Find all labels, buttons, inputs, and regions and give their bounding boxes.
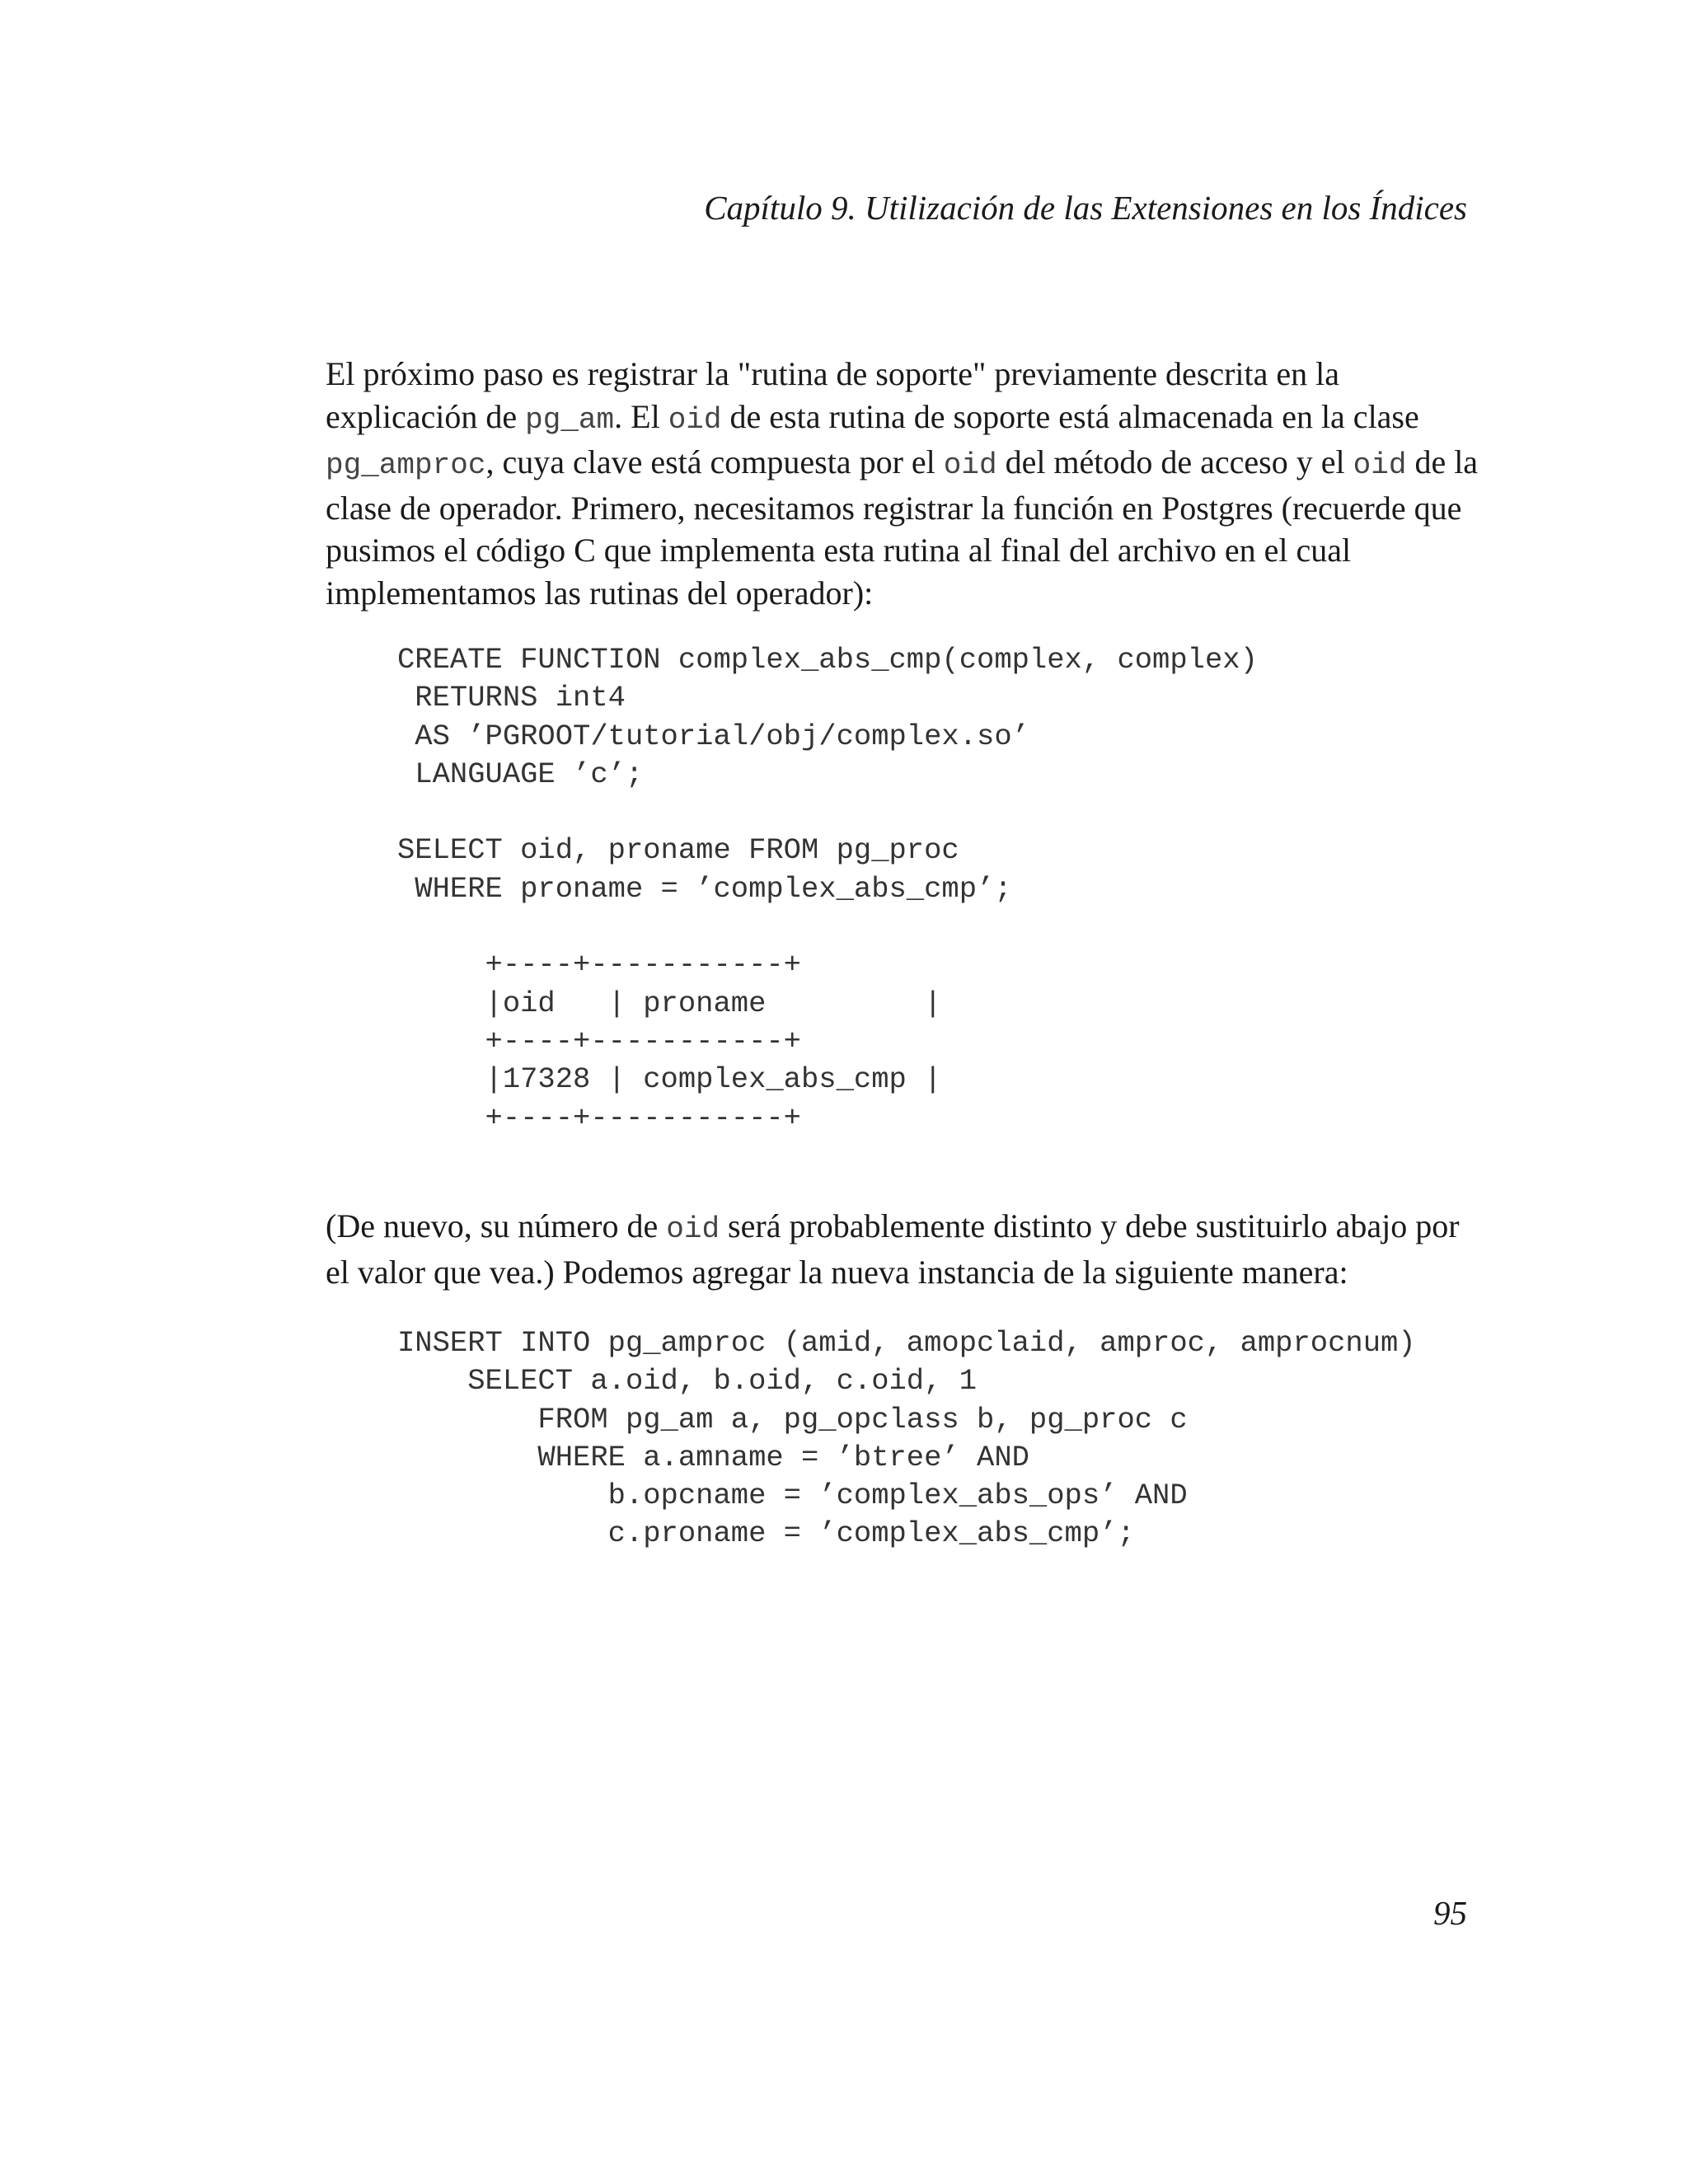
paragraph-line: [326, 1205, 1479, 1251]
code-block-create-function: CREATE FUNCTION complex_abs_cmp(complex, complex) RETURNS int4 AS ’PGROOT/tutorial/obj/complex.so’ LANGUAGE ’c’; SELECT oid, proname FROM pg_proc WHERE proname = ’complex_abs_cmp’; +----+-----------+ |oid | proname | +----+-----------+ |17328 | complex_abs_cmp | +----+-----------+: [397, 643, 1258, 1135]
body-paragraph-2: [326, 1205, 1479, 1293]
text-span: de esta rutina de soporte está almacenada en la clase: [721, 397, 1419, 435]
text-span: explicación de: [326, 397, 526, 435]
inline-code: pg_amproc: [326, 448, 486, 482]
inline-code: oid: [668, 402, 722, 437]
paragraph-line: pusimos el código C que implementa esta rutina al final del archivo en el cual: [326, 532, 1352, 569]
text-span: , cuya clave está compuesta por el: [485, 443, 944, 480]
paragraph-line: [326, 396, 1479, 442]
text-span: del método de acceso y el: [996, 443, 1353, 480]
text-span: . El: [614, 397, 668, 435]
page-number: 95: [1433, 1894, 1467, 1932]
paragraph-line: clase de operador. Primero, necesitamos registrar la función en Postgres (recuerde que: [326, 489, 1462, 527]
text-span: de la: [1406, 443, 1479, 480]
inline-code: oid: [1353, 448, 1407, 482]
paragraph-line: El próximo paso es registrar la "rutina de soporte" previamente descrita en la: [326, 355, 1339, 392]
text-span: (De nuevo, su número de: [326, 1207, 667, 1244]
body-paragraph-1: [326, 353, 1479, 614]
code-block-insert-amproc: INSERT INTO pg_amproc (amid, amopclaid, amproc, amprocnum) SELECT a.oid, b.oid, c.oid, 1 FROM pg_am a, pg_opclass b, pg_proc c WHERE a.amname = ’btree’ AND b.opcname = ’complex_abs_ops’ AND c.proname = ’complex_abs_cmp’;: [397, 1326, 1416, 1551]
paragraph-line: [326, 441, 1479, 487]
inline-code: oid: [943, 448, 997, 482]
running-header: Capítulo 9. Utilización de las Extensiones en los Índices: [704, 189, 1467, 227]
inline-code: pg_am: [525, 402, 615, 437]
text-span: será probablemente distinto y debe sustituirlo abajo por: [720, 1207, 1460, 1244]
inline-code: oid: [666, 1212, 720, 1246]
paragraph-line: el valor que vea.) Podemos agregar la nueva instancia de la siguiente manera:: [326, 1253, 1348, 1291]
paragraph-line: implementamos las rutinas del operador):: [326, 574, 874, 612]
